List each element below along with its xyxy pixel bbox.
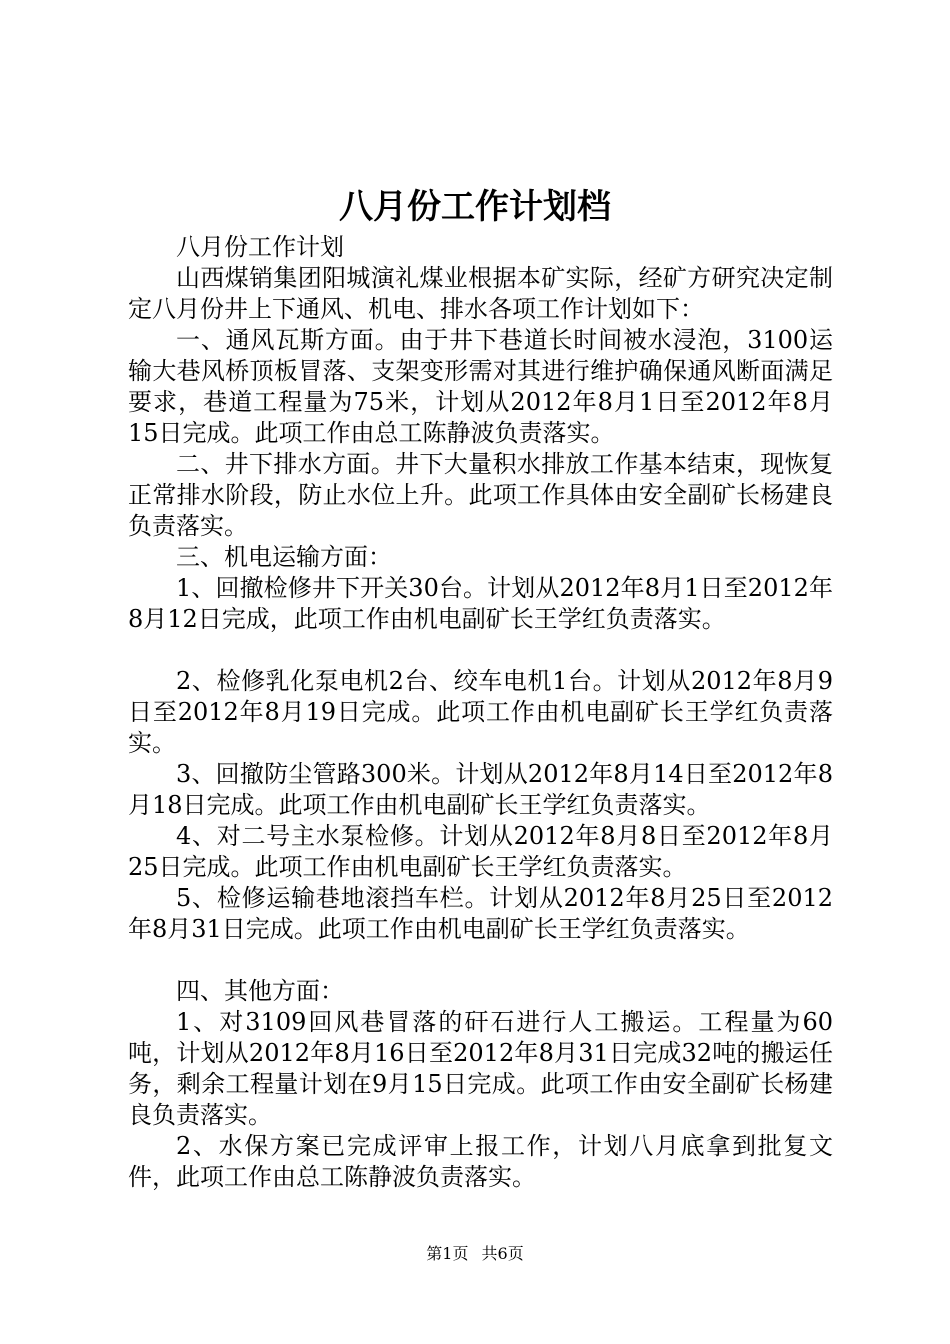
paragraph-electromech-2: 2、检修乳化泵电机2台、绞车电机1台。计划从2012年8月9日至2012年8月19日完成。此项工作由机电副矿长王学红负责落实。	[128, 667, 833, 757]
paragraph-other-1: 1、对3109回风巷冒落的矸石进行人工搬运。工程量为60吨，计划从2012年8月16日至2012年8月31日完成32吨的搬运任务，剩余工程量计划在9月15日完成。此项工作由安全副矿长杨建良负责落实。	[128, 1008, 833, 1129]
paragraph-drainage: 二、井下排水方面。井下大量积水排放工作基本结束，现恢复正常排水阶段，防止水位上升。此项工作具体由安全副矿长杨建良负责落实。	[128, 450, 833, 540]
paragraph-electromech-3: 3、回撤防尘管路300米。计划从2012年8月14日至2012年8月18日完成。此项工作由机电副矿长王学红负责落实。	[128, 760, 833, 819]
paragraph-ventilation: 一、通风瓦斯方面。由于井下巷道长时间被水浸泡，3100运输大巷风桥顶板冒落、支架变形需对其进行维护确保通风断面满足要求，巷道工程量为75米，计划从2012年8月1日至2012年8月15日完成。此项工作由总工陈静波负责落实。	[128, 326, 833, 447]
paragraph-electromech-5: 5、检修运输巷地滚挡车栏。计划从2012年8月25日至2012年8月31日完成。此项工作由机电副矿长王学红负责落实。	[128, 884, 833, 943]
page-number: 第1页	[426, 1244, 469, 1263]
paragraph-heading: 八月份工作计划	[176, 233, 344, 261]
paragraph-intro: 山西煤销集团阳城演礼煤业根据本矿实际，经矿方研究决定制定八月份井上下通风、机电、排水各项工作计划如下：	[128, 264, 833, 323]
document-title: 八月份工作计划档	[339, 187, 611, 227]
paragraph-electromech-4: 4、对二号主水泵检修。计划从2012年8月8日至2012年8月25日完成。此项工作由机电副矿长王学红负责落实。	[128, 822, 833, 881]
blank-line	[128, 635, 833, 666]
paragraph-electromech-heading: 三、机电运输方面：	[176, 543, 392, 571]
document-body	[128, 232, 833, 1193]
paragraph-other-2: 2、水保方案已完成评审上报工作，计划八月底拿到批复文件，此项工作由总工陈静波负责落实。	[128, 1132, 833, 1191]
paragraph-other-heading: 四、其他方面：	[176, 977, 344, 1005]
page-total: 共6页	[481, 1244, 524, 1263]
page-footer	[0, 1243, 950, 1265]
paragraph-electromech-1: 1、回撤检修井下开关30台。计划从2012年8月1日至2012年8月12日完成，此项工作由机电副矿长王学红负责落实。	[128, 574, 833, 633]
blank-line	[128, 945, 833, 976]
